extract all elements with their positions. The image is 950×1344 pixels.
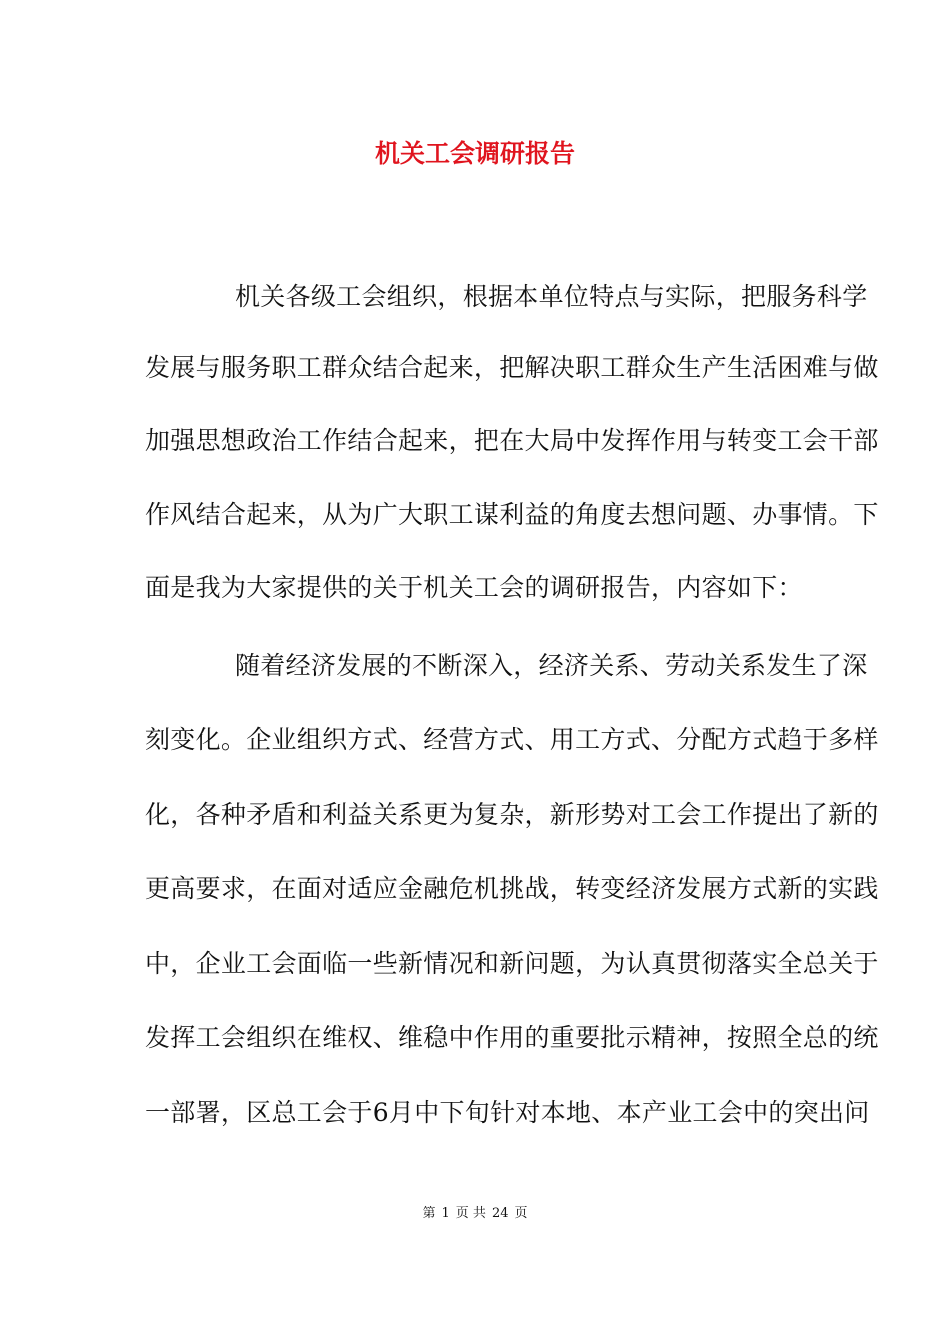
- paragraph-2-line-6: 发挥工会组织在维权、维稳中作用的重要批示精神，按照全总的统: [145, 1023, 879, 1052]
- footer-middle: 页 共: [455, 1206, 486, 1221]
- paragraph-1-line-1: 机关各级工会组织，根据本单位特点与实际，把服务科学: [235, 282, 868, 311]
- paragraph-2-line-1: 随着经济发展的不断深入，经济关系、劳动关系发生了深: [235, 651, 868, 680]
- paragraph-1-line-3: 加强思想政治工作结合起来，把在大局中发挥作用与转变工会干部: [145, 426, 879, 455]
- paragraph-1-line-4: 作风结合起来，从为广大职工谋利益的角度去想问题、办事情。下: [145, 500, 879, 529]
- footer-prefix: 第: [422, 1206, 436, 1221]
- footer-current-page: 1: [441, 1206, 450, 1221]
- paragraph-2-line-5: 中，企业工会面临一些新情况和新问题，为认真贯彻落实全总关于: [145, 949, 879, 978]
- document-title: 机关工会调研报告: [374, 139, 575, 168]
- paragraph-2-line-7: 一部署，区总工会于6月中下旬针对本地、本产业工会中的突出问: [145, 1098, 870, 1127]
- footer-total-pages: 24: [491, 1206, 509, 1221]
- paragraph-2-line-3: 化，各种矛盾和利益关系更为复杂，新形势对工会工作提出了新的: [145, 800, 879, 829]
- paragraph-1-line-2: 发展与服务职工群众结合起来，把解决职工群众生产生活困难与做: [145, 353, 879, 382]
- page-footer: [0, 1204, 950, 1224]
- footer-suffix: 页: [514, 1206, 528, 1221]
- paragraph-2-line-2: 刻变化。企业组织方式、经营方式、用工方式、分配方式趋于多样: [145, 725, 879, 754]
- paragraph-2-line-4: 更高要求，在面对适应金融危机挑战，转变经济发展方式新的实践: [145, 874, 879, 903]
- paragraph-1-line-5: 面是我为大家提供的关于机关工会的调研报告，内容如下：: [145, 573, 803, 602]
